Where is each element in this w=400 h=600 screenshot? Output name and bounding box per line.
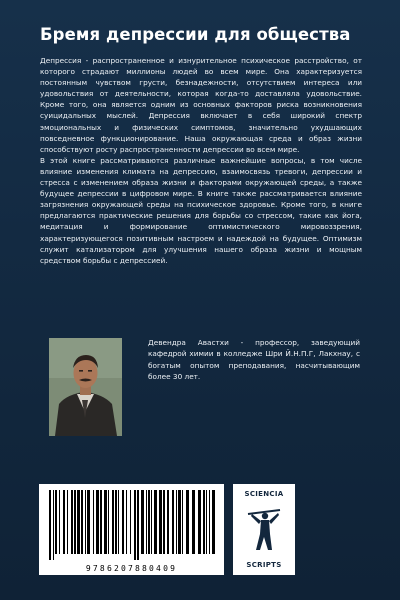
book-description — [40, 55, 362, 266]
barcode-bar — [55, 490, 57, 554]
barcode-bar — [212, 490, 215, 554]
barcode-bar — [63, 490, 65, 554]
publisher-logo-box — [233, 484, 295, 575]
description-paragraph: Депрессия - распространенное и изнурительное психическое расстройство, от которого страдают миллионы людей во всем мире. Она характеризуется постоянным чувством грусти, безнадежности, отсутствием интереса или удовольствия от деятельности, которая когда-то доставляла удовольствие. Кроме того, она является одним из основных факторов риска возникновения суицидальных мыслей. Депрессия включает в себя широкий спектр эмоциональных и физических симптомов, значительно ухудшающих повседневное функционирование. Наша окружающая среда и образ жизни способствуют росту распространенности депрессии во всем мире. — [40, 56, 362, 154]
barcode-bar — [53, 490, 54, 560]
description-paragraph: В этой книге рассматриваются различные важнейшие вопросы, в том числе влияние изменения климата на депрессию, взаимосвязь тревоги, депрессии и стресса с изменением образа жизни и факторами окружающей среды, а также будущее депрессии в цифровом мире. В книге также рассматривается влияние загрязнения окружающей среды на психическое здоровье. Кроме того, в книге предлагаются практические решения для борьбы со стрессом, такие как йога, медитация и формирование оптимистического мировоззрения, характеризующегося позитивным настроем и надеждой на будущее. Оптимизм служит катализатором для улучшения нашего образа жизни и мощным средством борьбы с депрессией. — [40, 155, 362, 265]
barcode-bar — [151, 490, 152, 554]
barcode-bar — [67, 490, 68, 554]
barcode-bar — [163, 490, 165, 554]
book-title: Бремя депрессии для общества — [40, 25, 351, 44]
barcode-bar — [77, 490, 80, 554]
author-portrait-icon — [49, 338, 122, 436]
barcode-bar — [49, 490, 51, 560]
barcode-bar — [137, 490, 139, 560]
publisher-name-bottom: SCRIPTS — [246, 561, 282, 569]
barcode-bar — [203, 490, 205, 554]
barcode-bar — [176, 490, 177, 554]
barcode-bar — [141, 490, 144, 554]
barcode-bar — [118, 490, 119, 554]
barcode-bar — [112, 490, 114, 554]
barcode-bar — [146, 490, 147, 554]
barcode-bar — [198, 490, 201, 554]
barcode-bar — [104, 490, 107, 554]
barcode-bar — [134, 490, 136, 560]
barcode-bar — [178, 490, 181, 554]
barcode-bar — [85, 490, 86, 554]
isbn-barcode — [39, 484, 224, 575]
barcode-bar — [93, 490, 94, 554]
barcode-bar — [81, 490, 83, 554]
barcode-bar — [122, 490, 124, 554]
barcode-bar — [100, 490, 102, 554]
author-bio: Девендра Авастхи - профессор, заведующий кафедрой химии в колледже Шри Й.Н.П.Г, Лакхнау, с богатым опытом преподавания, насчитывающим более 30 лет. — [148, 338, 360, 382]
barcode-bar — [74, 490, 76, 554]
author-photo — [49, 338, 122, 436]
barcode-bar — [71, 490, 73, 554]
barcode-bar — [206, 490, 207, 554]
barcode-bar — [182, 490, 183, 554]
barcode-bar — [154, 490, 157, 554]
barcode-icon — [39, 484, 224, 564]
isbn-number: 9786207880409 — [85, 564, 178, 573]
barcode-bar — [87, 490, 90, 554]
barcode-bar — [59, 490, 60, 554]
publisher-figure-icon — [246, 506, 282, 552]
barcode-bar — [167, 490, 169, 554]
barcode-bar — [159, 490, 162, 554]
barcode-bar — [96, 490, 99, 554]
barcode-bar — [192, 490, 195, 554]
barcode-bar — [148, 490, 150, 554]
barcode-bar — [209, 490, 210, 554]
barcode-bar — [108, 490, 109, 554]
barcode-bar — [126, 490, 127, 554]
barcode-bar — [115, 490, 117, 554]
barcode-bar — [172, 490, 174, 554]
barcode-bar — [186, 490, 189, 554]
publisher-name-top: SCIENCIA — [244, 490, 284, 498]
barcode-bar — [130, 490, 131, 554]
